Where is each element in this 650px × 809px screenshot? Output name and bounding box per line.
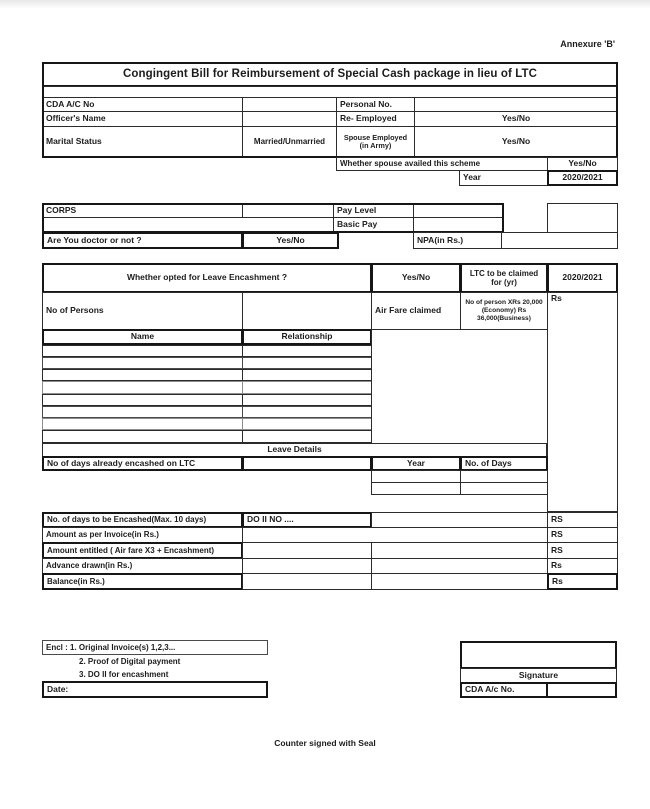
year-cell[interactable]: [371, 482, 461, 495]
amount-unit: Rs: [547, 558, 618, 574]
date-field[interactable]: Date:: [42, 681, 268, 698]
name-header: Name: [42, 329, 243, 345]
amount-field[interactable]: [242, 527, 548, 543]
enclosure-line-2: 2. Proof of Digital payment: [79, 657, 181, 667]
officer-name-label: Officer's Name: [42, 111, 243, 127]
relationship-cell[interactable]: [242, 381, 372, 394]
name-cell[interactable]: [42, 369, 243, 381]
name-cell[interactable]: [42, 381, 243, 394]
relationship-cell[interactable]: [242, 345, 372, 357]
empty-cell: [42, 217, 334, 233]
spouse-availed-value[interactable]: Yes/No: [547, 157, 618, 171]
npa-field[interactable]: [501, 232, 618, 249]
amount-row-label: Amount as per Invoice(in Rs.): [42, 527, 243, 543]
corps-label: CORPS: [42, 203, 243, 218]
annexure-label: Annexure 'B': [560, 38, 615, 49]
name-cell[interactable]: [42, 406, 243, 418]
relationship-cell[interactable]: [242, 406, 372, 418]
re-employed-label: Re- Employed: [336, 111, 415, 127]
amount-field[interactable]: [371, 512, 548, 528]
amount-unit: RS: [547, 527, 618, 543]
form-title: Congingent Bill for Reimbursement of Special Cash package in lieu of LTC: [42, 62, 618, 87]
days-cell[interactable]: [460, 482, 548, 495]
relationship-header: Relationship: [242, 329, 372, 345]
name-cell[interactable]: [42, 345, 243, 357]
amount-row-label: Advance drawn(in Rs.): [42, 558, 243, 574]
amount-field[interactable]: [371, 542, 548, 559]
doctor-value[interactable]: Yes/No: [242, 232, 339, 249]
amount-field[interactable]: [242, 558, 372, 574]
days-encashed-field[interactable]: [242, 456, 372, 471]
leave-details-header: Leave Details: [42, 443, 547, 457]
table-divider-line: [371, 329, 372, 443]
pay-level-label: Pay Level: [333, 203, 414, 218]
relationship-cell[interactable]: [242, 394, 372, 406]
amount-field[interactable]: [371, 573, 548, 590]
persons-label: No of Persons: [42, 292, 243, 330]
days-encashed-label: No of days already encashed on LTC: [42, 456, 243, 471]
basic-pay-field[interactable]: [413, 217, 504, 233]
rs-amount-column[interactable]: Rs: [547, 292, 618, 512]
airfare-label: Air Fare claimed: [371, 292, 461, 330]
amount-field[interactable]: [371, 558, 548, 574]
npa-label: NPA(in Rs.): [413, 232, 502, 249]
ltc-claim-year[interactable]: 2020/2021: [547, 263, 618, 293]
year-column-header: Year: [371, 456, 461, 471]
marital-status-label: Marital Status: [42, 126, 243, 158]
relationship-cell[interactable]: [242, 357, 372, 369]
leave-opted-value[interactable]: Yes/No: [371, 263, 461, 293]
days-column-header: No. of Days: [460, 456, 548, 471]
do-ii-no-label[interactable]: DO II NO ....: [242, 512, 372, 528]
re-employed-value[interactable]: Yes/No: [414, 111, 618, 127]
cda-ac-footer-field[interactable]: [546, 682, 617, 698]
pay-level-field[interactable]: [413, 203, 504, 218]
name-cell[interactable]: [42, 394, 243, 406]
countersign-note: Counter signed with Seal: [274, 738, 376, 749]
name-cell[interactable]: [42, 357, 243, 369]
year-label: Year: [459, 170, 548, 186]
relationship-cell[interactable]: [242, 418, 372, 430]
amount-unit: RS: [547, 512, 618, 528]
ltc-claim-label: LTC to be claimed for (yr): [460, 263, 548, 293]
doctor-label: Are You doctor or not ?: [42, 232, 243, 249]
amount-unit: Rs: [547, 573, 618, 590]
page-top-shadow: [0, 0, 650, 9]
amount-field[interactable]: [242, 573, 372, 590]
persons-field[interactable]: [242, 292, 372, 330]
relationship-cell[interactable]: [242, 430, 372, 443]
amount-row-label: Amount entitled ( Air fare X3 + Encashment): [42, 542, 243, 559]
personal-no-label: Personal No.: [336, 97, 415, 112]
leave-opted-label: Whether opted for Leave Encashment ?: [42, 263, 372, 293]
corps-right-field[interactable]: [547, 203, 618, 233]
relationship-cell[interactable]: [242, 369, 372, 381]
year-value[interactable]: 2020/2021: [547, 170, 618, 186]
enclosure-line-1: Encl : 1. Original Invoice(s) 1,2,3...: [42, 640, 268, 655]
enclosure-line-3: 3. DO II for encashment: [79, 670, 169, 680]
corps-field[interactable]: [242, 203, 334, 218]
name-cell[interactable]: [42, 430, 243, 443]
basic-pay-label: Basic Pay: [333, 217, 414, 233]
cda-ac-footer-label: CDA A/c No.: [460, 682, 548, 698]
amount-row-label: No. of days to be Encashed(Max. 10 days): [42, 512, 243, 528]
spouse-availed-label: Whether spouse availed this scheme: [336, 157, 548, 171]
cda-ac-field[interactable]: [242, 97, 337, 112]
amount-unit: RS: [547, 542, 618, 559]
spouse-employed-value[interactable]: Yes/No: [414, 126, 618, 158]
airfare-note: No of person XRs 20,000 (Economy) Rs 36,000(Business): [460, 292, 548, 330]
signature-label: Signature: [460, 668, 617, 683]
spouse-employed-label: Spouse Employed (in Army): [336, 126, 415, 158]
amount-field[interactable]: [242, 542, 372, 559]
name-cell[interactable]: [42, 418, 243, 430]
marital-status-value[interactable]: Married/Unmarried: [242, 126, 337, 158]
signature-area[interactable]: [460, 641, 617, 669]
amount-row-label: Balance(in Rs.): [42, 573, 243, 590]
cda-ac-label: CDA A/C No: [42, 97, 243, 112]
officer-name-field[interactable]: [242, 111, 337, 127]
personal-no-field[interactable]: [414, 97, 618, 112]
